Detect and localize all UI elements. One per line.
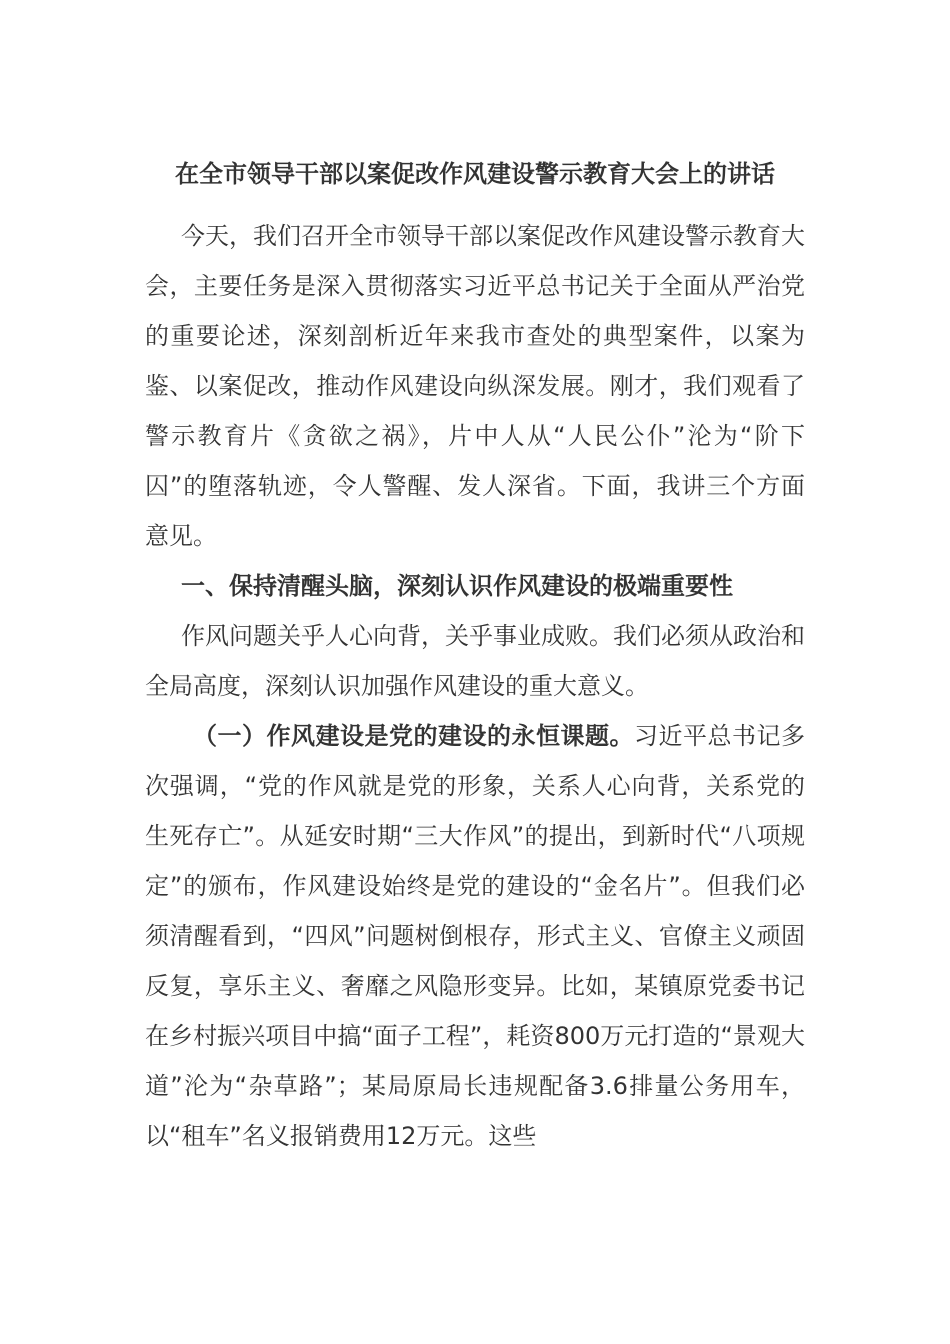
subsection-1-paragraph (145, 711, 805, 1161)
section-1-heading: 一、保持清醒头脑，深刻认识作风建设的极端重要性 (181, 572, 733, 600)
intro-paragraph: 今天，我们召开全市领导干部以案促改作风建设警示教育大会，主要任务是深入贯彻落实习近平总书记关于全面从严治党的重要论述，深刻剖析近年来我市查处的典型案件，以案为鉴、以案促改，推动作风建设向纵深发展。刚才，我们观看了警示教育片《贪欲之祸》，片中人从“人民公仆”沦为“阶下囚”的堕落轨迹，令人警醒、发人深省。下面，我讲三个方面意见。 (145, 222, 805, 550)
document-body (145, 211, 805, 1161)
section-1-paragraph: 作风问题关乎人心向背，关乎事业成败。我们必须从政治和全局高度，深刻认识加强作风建设的重大意义。 (145, 622, 805, 700)
subsection-1-lead: （一）作风建设是党的建设的永恒课题。 (193, 722, 634, 750)
document-title: 在全市领导干部以案促改作风建设警示教育大会上的讲话 (175, 160, 775, 188)
subsection-1-text: 习近平总书记多次强调，“党的作风就是党的形象，关系人心向背，关系党的生死存亡”。从延安时期“三大作风”的提出，到新时代“八项规定”的颁布，作风建设始终是党的建设的“金名片”。但我们必须清醒看到，“四风”问题树倒根存，形式主义、官僚主义顽固反复，享乐主义、奢靡之风隐形变异。比如，某镇原党委书记在乡村振兴项目中搞“面子工程”，耗资800万元打造的“景观大道”沦为“杂草路”；某局原局长违规配备3.6排量公务用车，以“租车”名义报销费用12万元。这些 (145, 722, 805, 1150)
